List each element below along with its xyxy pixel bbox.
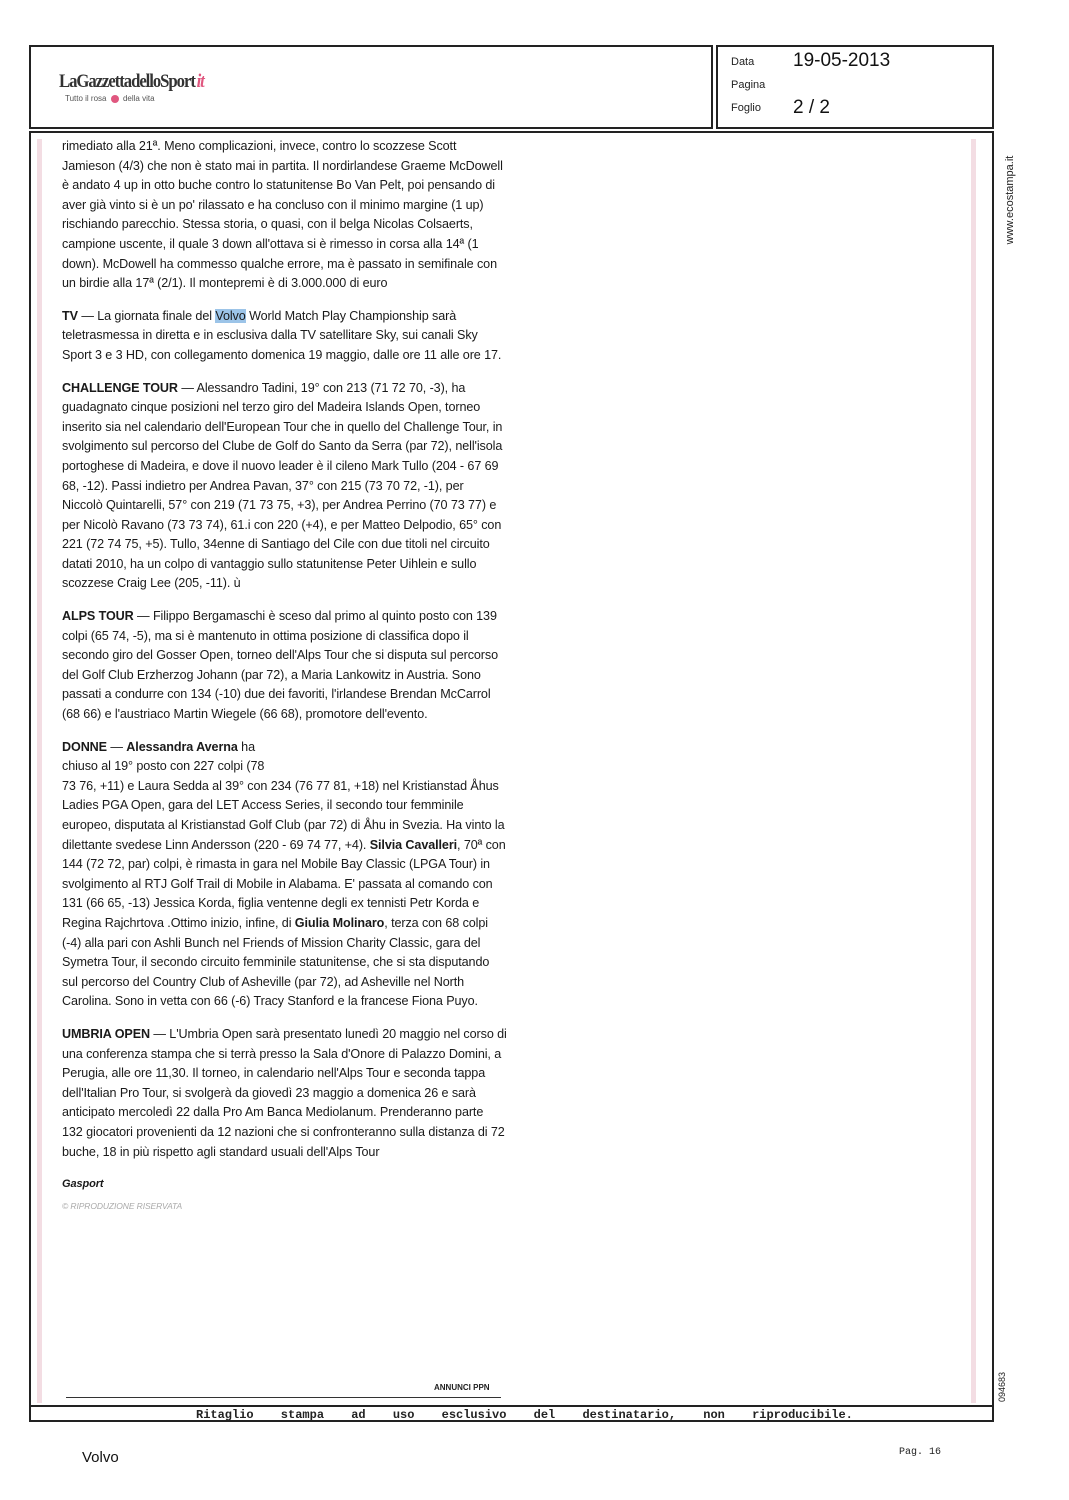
challenge-tour-section — [62, 379, 507, 595]
article-body — [62, 137, 507, 1216]
donne-dash: — — [110, 739, 123, 754]
article-byline: Gasport — [62, 1178, 104, 1191]
left-margin-stripe — [37, 139, 42, 1403]
donne-heading: DONNE — [62, 739, 107, 754]
logo-main-text: LaGazzettadelloSport — [59, 71, 195, 92]
clipping-content — [29, 131, 994, 1422]
side-code-text: 094683 — [997, 1371, 1007, 1403]
player-name-molinaro: Giulia Molinaro — [294, 915, 385, 930]
tv-heading: TV — [62, 308, 78, 323]
newspaper-logo — [59, 71, 224, 103]
highlighted-keyword: Volvo — [215, 308, 246, 323]
umbria-open-section — [62, 1025, 507, 1162]
rights-notice: © RIPRODUZIONE RISERVATA — [62, 1200, 183, 1211]
page-label: Pagina — [731, 79, 766, 91]
side-url-text: www.ecostampa.it — [1004, 155, 1016, 245]
logo-dot-icon — [111, 95, 119, 103]
tv-section — [62, 307, 507, 366]
footer-divider — [31, 1405, 992, 1407]
donne-line2: chiuso al 19° posto con 227 colpi (78 — [62, 759, 265, 774]
masthead-box — [29, 45, 713, 129]
tv-text-after: World Match Play Championship sarà teletrasmessa in diretta e in esclusiva dalla TV satellitare Sky, sui canali Sky Sport 3 e 3 HD, con collegamento domenica 19 maggio, dalle ore 11 alle ore 17. — [62, 308, 502, 362]
donne-line1-end: ha — [241, 739, 255, 754]
article-intro: rimediato alla 21ª. Meno complicazioni, invece, contro lo scozzese Scott Jamieson (4/3) che non è stato mai in partita. Il nordirlandese Graeme McDowell è andato 4 up in otto buche contro lo statunitense Bo Van Pelt, poi pensando di aver già vinto si è un po' rilassato e ha concluso con il minimo margine (1 up) rischiando parecchio. Stessa storia, o quasi, con il belga Nicolas Colsaerts, campione uscente, il quale 3 down all'ottava si è rimesso in corsa alla 14ª (1 down). McDowell ha commesso qualche errore, ma è passato in semifinale con un birdie alla 17ª (2/1). Il montepremi è di 3.000.000 di euro — [62, 139, 503, 291]
footer-page-number: Pag. 16 — [899, 1447, 942, 1458]
alps-tour-section — [62, 607, 507, 725]
donne-text-1: 73 76, +11) e Laura Sedda al 39° con 234 (76 77 81, +18) nel Kristianstad Åhus Ladies PGA Open, gara del LET Access Series, il secondo tour femminile europeo, disputata al Kristianstad Golf Club (par 72) di Åhu in Svezia. Ha vinto la dilettante svedese Linn Andersson (220 - 69 74 77, +4). — [62, 778, 505, 852]
sheet-value: 2 / 2 — [793, 97, 830, 118]
logo-tagline-left: Tutto il rosa — [65, 94, 107, 103]
donne-section — [62, 738, 507, 1012]
alps-tour-body: — Filippo Bergamaschi è sceso dal primo al quinto posto con 139 colpi (65 74, -5), ma si è mantenuto in ottima posizione di classifica dopo il secondo giro del Gosser Open, torneo dell'Alps Tour che si disputa sul percorso del Golf Club Erzherzog Johann (par 72), a Maria Lankowitz in Austria. Sono passati a condurre con 134 (-10) due dei favoriti, l'irlandese Brendan McCarrol (68 66) e l'austriaco Martin Wiegele (66 68), promotore dell'evento. — [62, 609, 498, 722]
logo-tagline-right: della vita — [122, 94, 155, 103]
player-name-averna: Alessandra Averna — [126, 739, 238, 754]
player-name-cavalleri: Silvia Cavalleri — [369, 837, 458, 852]
tv-text-before: — La giornata finale del — [81, 308, 212, 323]
challenge-tour-body: — Alessandro Tadini, 19° con 213 (71 72 70, -3), ha guadagnato cinque posizioni nel terzo giro del Madeira Islands Open, torneo inserito sia nel calendario dell'European Tour che in quello del Challenge Tour, in svolgimento sul percorso del Clube de Golf do Santo da Serra (par 72), nell'isola portoghese di Madeira, e dove il nuovo leader è il cileno Mark Tullo (204 - 67 69 68, -12). Passi indietro per Andrea Pavan, 37° con 215 (73 70 72, -1), per Niccolò Quintarelli, 57° con 219 (71 73 75, +3), per Andrea Perrino (70 73 77) e per Nicolò Ravano (73 73 74), 61.i con 220 (+4), e per Matteo Delpodio, 65° con 221 (72 74 75, +5). Tullo, 34enne di Santiago del Cile con due titoli nel circuito datati 2010, ha un colpo di vantaggio sullo statunitense Peter Uihlein e sullo scozzese Craig Lee (205, -11). ù — [62, 380, 503, 591]
annunci-label: ANNUNCI PPN — [434, 1383, 490, 1392]
challenge-tour-heading: CHALLENGE TOUR — [62, 380, 178, 395]
date-value: 19-05-2013 — [793, 50, 891, 71]
footer-brand: Volvo — [82, 1449, 119, 1466]
umbria-open-body: — L'Umbria Open sarà presentato lunedì 20 maggio nel corso di una conferenza stampa che si terrà presso la Sala d'Onore di Palazzo Domini, a Perugia, alle ore 11,30. Il torneo, in calendario nell'Alps Tour e seconda tappa dell'Italian Pro Tour, si svolgerà da giovedì 23 maggio a domenica 26 e sarà anticipato mercoledì 22 dalla Pro Am Banca Mediolanum. Prenderanno parte 132 giocatori provenienti da 12 nazioni che si confronteranno sulla distanza di 72 buche, 18 in più rispetto agli standard usuali dell'Alps Tour — [62, 1026, 507, 1159]
sheet-label: Foglio — [731, 102, 761, 114]
logo-accent-text: it — [196, 71, 204, 92]
umbria-open-heading: UMBRIA OPEN — [62, 1026, 150, 1041]
donne-text-2: , 70ª con 144 (72 72, par) colpi, è rimasta in gara nel Mobile Bay Classic (LPGA Tour) in svolgimento al RTJ Golf Trail di Mobile in Alabama. E' passata al comando con 131 (66 65, -13) Jessica Korda, figlia ventenne degli ex tennisti Petr Korda e Regina Rajchrtova .Ottimo inizio, infine, di — [62, 837, 506, 930]
reproduction-notice: Ritaglio stampa ad uso esclusivo del destinatario, non riproducibile. — [196, 1408, 853, 1422]
donne-text-3: , terza con 68 colpi (-4) alla pari con Ashli Bunch nel Friends of Mission Charity Classic, gara del Symetra Tour, il secondo circuito femminile statunitense, che si sta disputando sul percorso del Country Club of Asheville (par 72), ad Asheville nel North Carolina. Sono in vetta con 66 (-6) Tracy Stanford e la francese Fiona Puyo. — [62, 915, 490, 1009]
annunci-rule — [66, 1397, 501, 1398]
metadata-box — [716, 45, 994, 129]
date-label: Data — [731, 56, 755, 68]
alps-tour-heading: ALPS TOUR — [62, 609, 134, 624]
right-margin-stripe — [971, 139, 976, 1403]
